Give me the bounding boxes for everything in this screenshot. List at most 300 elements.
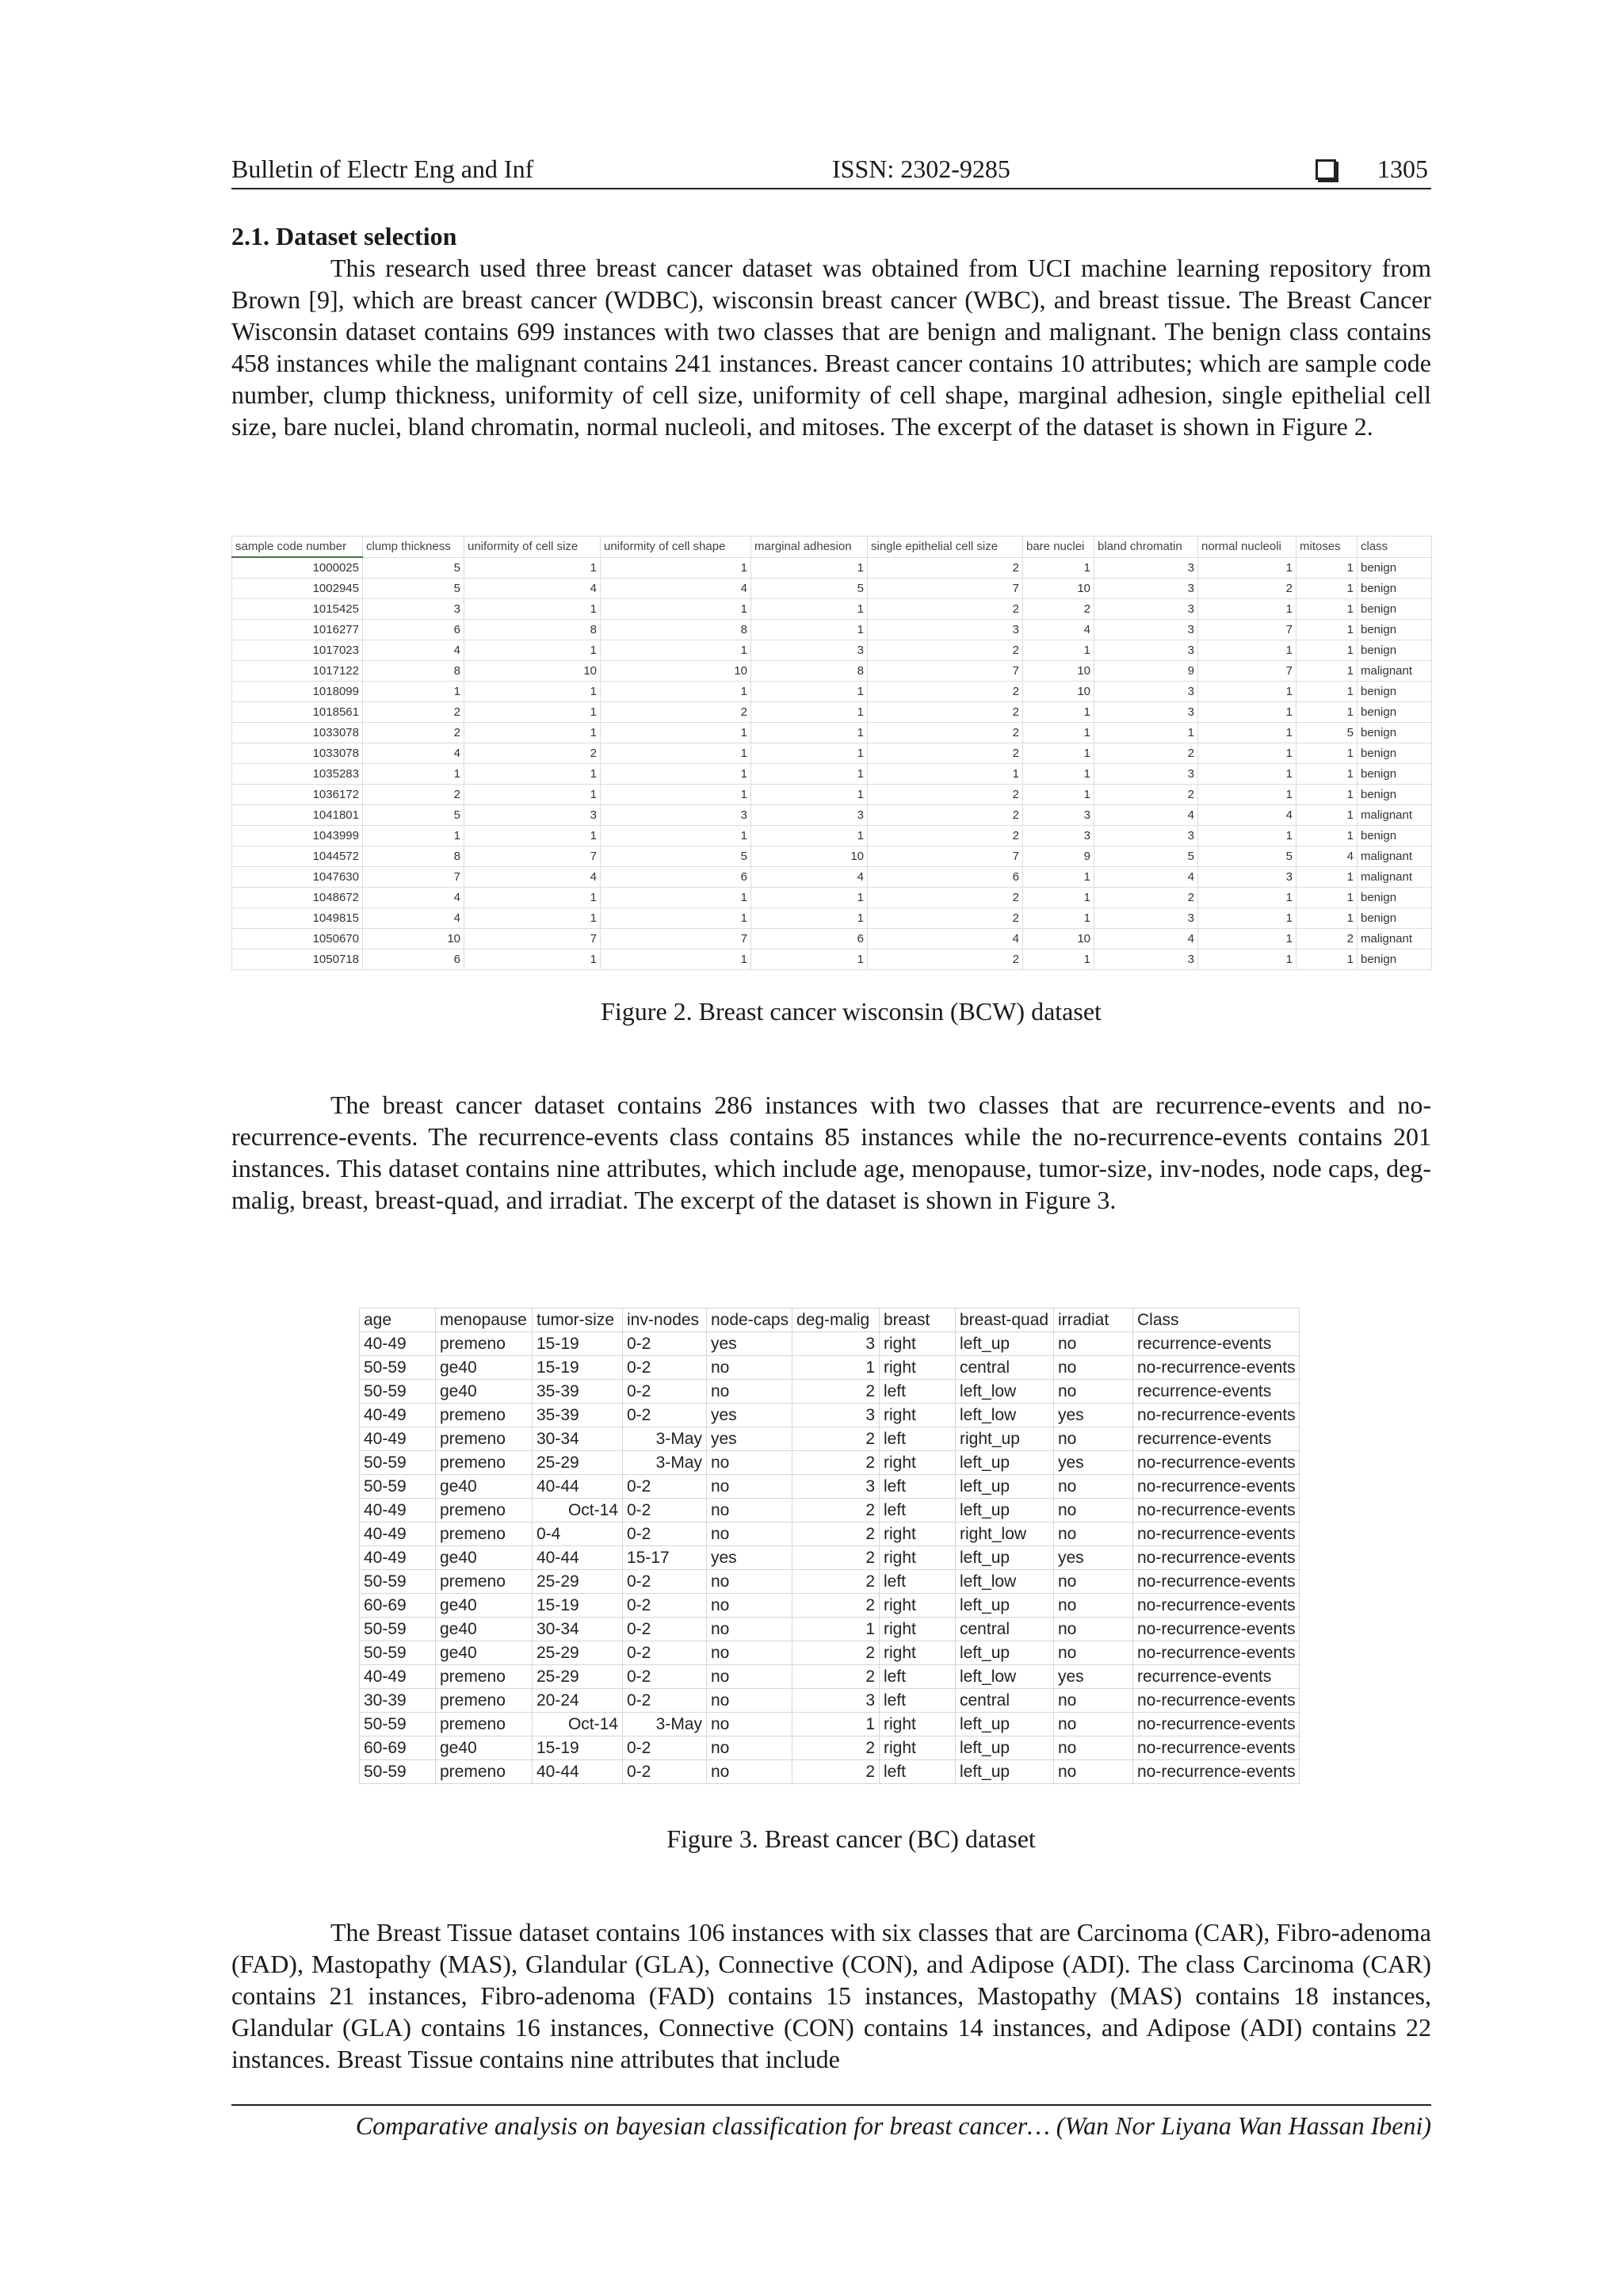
table-cell: 3 [792,1689,880,1713]
table-cell: 2 [868,949,1023,970]
table-cell: 1 [363,682,464,702]
table-cell: 1 [868,764,1023,785]
table-cell: 3 [1198,867,1296,888]
table-cell: 1 [1023,888,1094,908]
table-cell: 1 [464,785,601,805]
table-cell: 2 [792,1546,880,1570]
table-cell: 10 [1023,929,1094,949]
table-cell: no [707,1713,792,1736]
table-cell: 1 [1023,557,1094,579]
table-cell: 25-29 [533,1451,623,1475]
table-cell: 50-59 [360,1380,436,1404]
column-header: normal nucleoli [1198,537,1296,558]
table-cell: 2 [868,805,1023,826]
table-cell: 2 [1198,579,1296,599]
table-cell: 1 [464,826,601,846]
table-cell: 4 [363,908,464,929]
table-cell: no [707,1451,792,1475]
table-cell: 1 [751,723,868,743]
table-cell: benign [1358,557,1432,579]
table-cell: no-recurrence-events [1133,1522,1300,1546]
table-cell: 3 [868,620,1023,640]
table-cell: 1 [464,682,601,702]
table-cell: right [880,1641,956,1665]
table-cell: 1017023 [232,640,363,661]
figure-3-table [359,1308,1299,1791]
column-header: breast-quad [956,1308,1054,1332]
table-cell: benign [1358,764,1432,785]
column-header: Class [1133,1308,1300,1332]
table-cell: 15-19 [533,1332,623,1356]
table-cell: 3 [792,1475,880,1499]
table-cell: ge40 [436,1618,533,1641]
table-cell: 6 [363,949,464,970]
figure-2-table [231,536,1431,966]
table-cell: 1 [601,640,751,661]
table-cell: 4 [363,743,464,764]
table-cell: benign [1358,743,1432,764]
table-cell: 1 [1296,826,1358,846]
table-cell: 1 [1296,661,1358,682]
table-cell: 7 [868,661,1023,682]
table-cell: 1 [601,723,751,743]
table-row [232,702,1432,723]
table-cell: right [880,1546,956,1570]
table-cell: 8 [363,661,464,682]
table-cell: 1050718 [232,949,363,970]
table-cell: 1 [1296,908,1358,929]
table-cell: 3 [601,805,751,826]
table-cell: 3 [1094,579,1198,599]
table-row [360,1618,1300,1641]
table-cell: yes [707,1404,792,1427]
table-cell: Oct-14 [533,1713,623,1736]
table-cell: 15-19 [533,1356,623,1380]
table-cell: 2 [1094,743,1198,764]
table-cell: 3 [1094,599,1198,620]
table-cell: no [1054,1356,1133,1380]
column-header: mitoses [1296,537,1358,558]
table-cell: no [1054,1760,1133,1784]
table-cell: no-recurrence-events [1133,1594,1300,1618]
table-cell: 1 [1198,785,1296,805]
table-cell: 1 [751,743,868,764]
column-header: irradiat [1054,1308,1133,1332]
table-cell: 1 [1023,743,1094,764]
table-cell: premeno [436,1665,533,1689]
table-cell: no-recurrence-events [1133,1641,1300,1665]
table-cell: 5 [601,846,751,867]
table-cell: no [1054,1618,1133,1641]
table-cell: no [707,1594,792,1618]
table-cell: 1 [1296,949,1358,970]
table-cell: 1 [751,620,868,640]
table-cell: 50-59 [360,1641,436,1665]
table-cell: no [1054,1570,1133,1594]
table-cell: 10 [363,929,464,949]
column-header: marginal adhesion [751,537,868,558]
table-cell: 50-59 [360,1570,436,1594]
table-cell: malignant [1358,805,1432,826]
table-cell: premeno [436,1427,533,1451]
table-cell: no [707,1356,792,1380]
table-cell: 50-59 [360,1618,436,1641]
table-cell: 1 [1023,908,1094,929]
table-cell: 7 [464,846,601,867]
table-cell: 4 [1023,620,1094,640]
table-cell: 3 [1094,949,1198,970]
table-row [232,867,1432,888]
table-cell: ge40 [436,1356,533,1380]
table-cell: 6 [751,929,868,949]
table-cell: 1 [1198,949,1296,970]
table-cell: 2 [792,1427,880,1451]
table-cell: left_up [956,1332,1054,1356]
table-cell: 40-44 [533,1760,623,1784]
table-cell: 1 [601,743,751,764]
table-cell: benign [1358,702,1432,723]
table-cell: no-recurrence-events [1133,1760,1300,1784]
table-cell: 0-4 [533,1522,623,1546]
table-cell: 3 [792,1404,880,1427]
table-cell: no-recurrence-events [1133,1499,1300,1522]
table-cell: 3 [1094,764,1198,785]
table-cell: central [956,1356,1054,1380]
table-cell: 2 [868,557,1023,579]
table-cell: right_up [956,1427,1054,1451]
table-cell: 25-29 [533,1570,623,1594]
table-cell: 60-69 [360,1736,436,1760]
table-cell: benign [1358,640,1432,661]
table-row [360,1641,1300,1665]
table-cell: 1 [363,826,464,846]
table-cell: no [707,1760,792,1784]
table-cell: 1 [1296,743,1358,764]
table-cell: 1 [1198,929,1296,949]
table-cell: 9 [1023,846,1094,867]
column-header: single epithelial cell size [868,537,1023,558]
table-row [360,1760,1300,1784]
table-cell: 1043999 [232,826,363,846]
table-cell: 1 [464,557,601,579]
table-cell: 3 [751,805,868,826]
table-cell: 4 [1094,867,1198,888]
table-cell: 1000025 [232,557,363,579]
table-cell: no [1054,1594,1133,1618]
table-cell: 7 [363,867,464,888]
table-cell: no-recurrence-events [1133,1451,1300,1475]
table-cell: no-recurrence-events [1133,1546,1300,1570]
column-header: deg-malig [792,1308,880,1332]
table-cell: 40-44 [533,1546,623,1570]
table-row [232,743,1432,764]
table-cell: left [880,1760,956,1784]
table-row [360,1451,1300,1475]
table-cell: yes [707,1427,792,1451]
table-cell: 1 [1198,723,1296,743]
table-cell: 1 [464,702,601,723]
table-row [232,723,1432,743]
table-cell: malignant [1358,846,1432,867]
table-cell: 25-29 [533,1641,623,1665]
table-cell: left [880,1427,956,1451]
table-cell: no [1054,1332,1133,1356]
table-cell: left_up [956,1499,1054,1522]
table-cell: 10 [1023,661,1094,682]
table-cell: 2 [363,702,464,723]
running-header [231,153,1431,189]
table-cell: no [707,1736,792,1760]
table-cell: no-recurrence-events [1133,1404,1300,1427]
table-cell: 6 [601,867,751,888]
table-cell: no [1054,1689,1133,1713]
table-cell: 3 [1023,805,1094,826]
table-cell: no-recurrence-events [1133,1356,1300,1380]
column-header: inv-nodes [623,1308,707,1332]
running-footer: Comparative analysis on bayesian classification for breast cancer… (Wan Nor Liyana Wan Hassan Ibeni) [355,2111,1431,2140]
table-row [232,682,1432,702]
table-cell: no [707,1641,792,1665]
table-cell: premeno [436,1451,533,1475]
table-cell: 1 [751,949,868,970]
table-cell: no [1054,1641,1133,1665]
table-cell: no [707,1499,792,1522]
table-cell: left_up [956,1760,1054,1784]
table-cell: 7 [868,846,1023,867]
table-cell: no-recurrence-events [1133,1475,1300,1499]
table-cell: 0-2 [623,1356,707,1380]
column-header: menopause [436,1308,533,1332]
table-cell: 1 [1296,764,1358,785]
table-cell: no [1054,1522,1133,1546]
table-cell: 0-2 [623,1332,707,1356]
table-row [360,1499,1300,1522]
table-cell: 30-34 [533,1618,623,1641]
paragraph-breast-tissue [231,1916,1431,2075]
table-cell: 50-59 [360,1451,436,1475]
table-cell: 20-24 [533,1689,623,1713]
table-cell: 8 [363,846,464,867]
table-cell: 3 [1094,620,1198,640]
table-cell: premeno [436,1570,533,1594]
table-cell: 2 [792,1499,880,1522]
table-cell: recurrence-events [1133,1665,1300,1689]
table-cell: left_up [956,1546,1054,1570]
table-cell: 8 [601,620,751,640]
table-cell: 5 [751,579,868,599]
table-cell: malignant [1358,661,1432,682]
table-cell: 7 [1198,620,1296,640]
table-cell: right [880,1356,956,1380]
table-cell: 7 [1198,661,1296,682]
table-cell: 2 [601,702,751,723]
table-cell: left_low [956,1404,1054,1427]
paragraph-text: This research used three breast cancer dataset was obtained from UCI machine learning repository from Brown [9], which are breast cancer (WDBC), wisconsin breast cancer (WBC), and breast tissue. The Breast Cancer Wisconsin dataset contains 699 instances with two classes that are benign and malignant. The benign class contains 458 instances while the malignant contains 241 instances. Breast cancer contains 10 attributes; which are sample code number, clump thickness, uniformity of cell size, uniformity of cell shape, marginal adhesion, single epithelial cell size, bare nuclei, bland chromatin, normal nucleoli, and mitoses. The excerpt of the dataset is shown in Figure 2. [231,254,1431,441]
table-cell: 1041801 [232,805,363,826]
table-cell: 1 [751,682,868,702]
table-cell: 0-2 [623,1689,707,1713]
table-row [360,1404,1300,1427]
table-cell: no [1054,1475,1133,1499]
table-row [232,599,1432,620]
table-cell: 1 [601,682,751,702]
table-row [232,620,1432,640]
table-cell: 40-49 [360,1546,436,1570]
table-cell: 1047630 [232,867,363,888]
table-cell: 3 [1094,682,1198,702]
table-header-row [232,537,1432,558]
table-cell: 1 [1296,867,1358,888]
table-cell: yes [1054,1546,1133,1570]
table-cell: 2 [868,826,1023,846]
table-cell: 1 [601,826,751,846]
table-cell: 2 [792,1665,880,1689]
table-cell: 7 [464,929,601,949]
table-cell: 30-39 [360,1689,436,1713]
table-cell: 1 [751,702,868,723]
table-cell: 2 [1296,929,1358,949]
table-cell: 0-2 [623,1570,707,1594]
table-cell: ge40 [436,1380,533,1404]
table-cell: 1 [1023,867,1094,888]
table-cell: 3 [1094,908,1198,929]
table-cell: 3 [751,640,868,661]
table-cell: 0-2 [623,1475,707,1499]
column-header: bare nuclei [1023,537,1094,558]
table-cell: 10 [751,846,868,867]
table-cell: benign [1358,599,1432,620]
table-row [232,661,1432,682]
table-cell: no [707,1380,792,1404]
table-cell: malignant [1358,867,1432,888]
table-cell: 40-44 [533,1475,623,1499]
table-cell: right_low [956,1522,1054,1546]
table-cell: recurrence-events [1133,1380,1300,1404]
table-cell: 40-49 [360,1665,436,1689]
table-cell: benign [1358,888,1432,908]
table-row [232,764,1432,785]
table-cell: 5 [363,579,464,599]
table-cell: no-recurrence-events [1133,1736,1300,1760]
table-cell: 1 [464,723,601,743]
table-cell: premeno [436,1499,533,1522]
table-cell: 1 [1198,764,1296,785]
table-cell: ge40 [436,1641,533,1665]
table-cell: 5 [1296,723,1358,743]
table-cell: 2 [792,1641,880,1665]
table-cell: yes [1054,1451,1133,1475]
column-header: node-caps [707,1308,792,1332]
table-cell: central [956,1689,1054,1713]
table-cell: no [707,1618,792,1641]
column-header: sample code number [232,537,363,558]
table-cell: 35-39 [533,1380,623,1404]
table-cell: right [880,1404,956,1427]
column-header: tumor-size [533,1308,623,1332]
table-cell: recurrence-events [1133,1332,1300,1356]
table-row [232,929,1432,949]
table-cell: Oct-14 [533,1499,623,1522]
table-cell: 7 [601,929,751,949]
table-cell: no-recurrence-events [1133,1570,1300,1594]
table-cell: 1 [1198,888,1296,908]
table-cell: 1044572 [232,846,363,867]
table-cell: no [707,1522,792,1546]
table-cell: 1 [601,949,751,970]
column-header: breast [880,1308,956,1332]
table-cell: left [880,1380,956,1404]
table-cell: premeno [436,1760,533,1784]
figure-3-caption: Figure 3. Breast cancer (BC) dataset [666,1824,1036,1853]
table-cell: ge40 [436,1594,533,1618]
table-cell: 1016277 [232,620,363,640]
table-cell: 1 [1296,682,1358,702]
table-cell: 3 [363,599,464,620]
table-cell: 3-May [623,1713,707,1736]
table-cell: 2 [1094,888,1198,908]
table-row [360,1546,1300,1570]
table-cell: 2 [363,723,464,743]
table-cell: 1 [1296,599,1358,620]
paragraph-text: The breast cancer dataset contains 286 instances with two classes that are recurrence-events and no-recurrence-events. The recurrence-events class contains 85 instances while the no-recurrence-events contains 201 instances. This dataset contains nine attributes, which include age, menopause, tumor-size, inv-nodes, node caps, deg-malig, breast, breast-quad, and irradiat. The excerpt of the dataset is shown in Figure 3. [231,1091,1431,1214]
table-body [232,557,1432,970]
table-cell: 1018099 [232,682,363,702]
table-cell: 1 [751,888,868,908]
table-cell: left_low [956,1380,1054,1404]
table-cell: 4 [464,579,601,599]
table-cell: 1 [1198,682,1296,702]
table-cell: left [880,1665,956,1689]
table-cell: 3 [1094,826,1198,846]
table-cell: ge40 [436,1475,533,1499]
table-cell: 40-49 [360,1499,436,1522]
table-cell: yes [707,1332,792,1356]
table-cell: 2 [868,599,1023,620]
table-cell: 2 [792,1380,880,1404]
table-cell: 4 [1296,846,1358,867]
table-cell: 2 [792,1594,880,1618]
table-cell: 0-2 [623,1641,707,1665]
table-cell: 1 [751,599,868,620]
column-header: bland chromatin [1094,537,1198,558]
table-cell: 0-2 [623,1404,707,1427]
table-cell: 50-59 [360,1713,436,1736]
table-cell: 1 [464,599,601,620]
table-cell: 1 [1296,620,1358,640]
table-row [360,1665,1300,1689]
table-cell: ge40 [436,1546,533,1570]
table-cell: 10 [1023,682,1094,702]
table-cell: 1 [751,557,868,579]
table-cell: 40-49 [360,1522,436,1546]
table-cell: yes [1054,1404,1133,1427]
table-cell: 0-2 [623,1618,707,1641]
page-number: 1305 [1377,155,1428,183]
table-row [360,1522,1300,1546]
table-cell: 2 [868,682,1023,702]
table-cell: 1 [1198,702,1296,723]
table-row [232,846,1432,867]
table-cell: 2 [792,1451,880,1475]
table-cell: left [880,1689,956,1713]
table-cell: left_up [956,1736,1054,1760]
table-cell: right [880,1332,956,1356]
journal-name: Bulletin of Electr Eng and Inf [231,155,534,183]
table-cell: 1 [464,949,601,970]
table-cell: no [1054,1713,1133,1736]
table-cell: 0-2 [623,1736,707,1760]
table-row [360,1380,1300,1404]
